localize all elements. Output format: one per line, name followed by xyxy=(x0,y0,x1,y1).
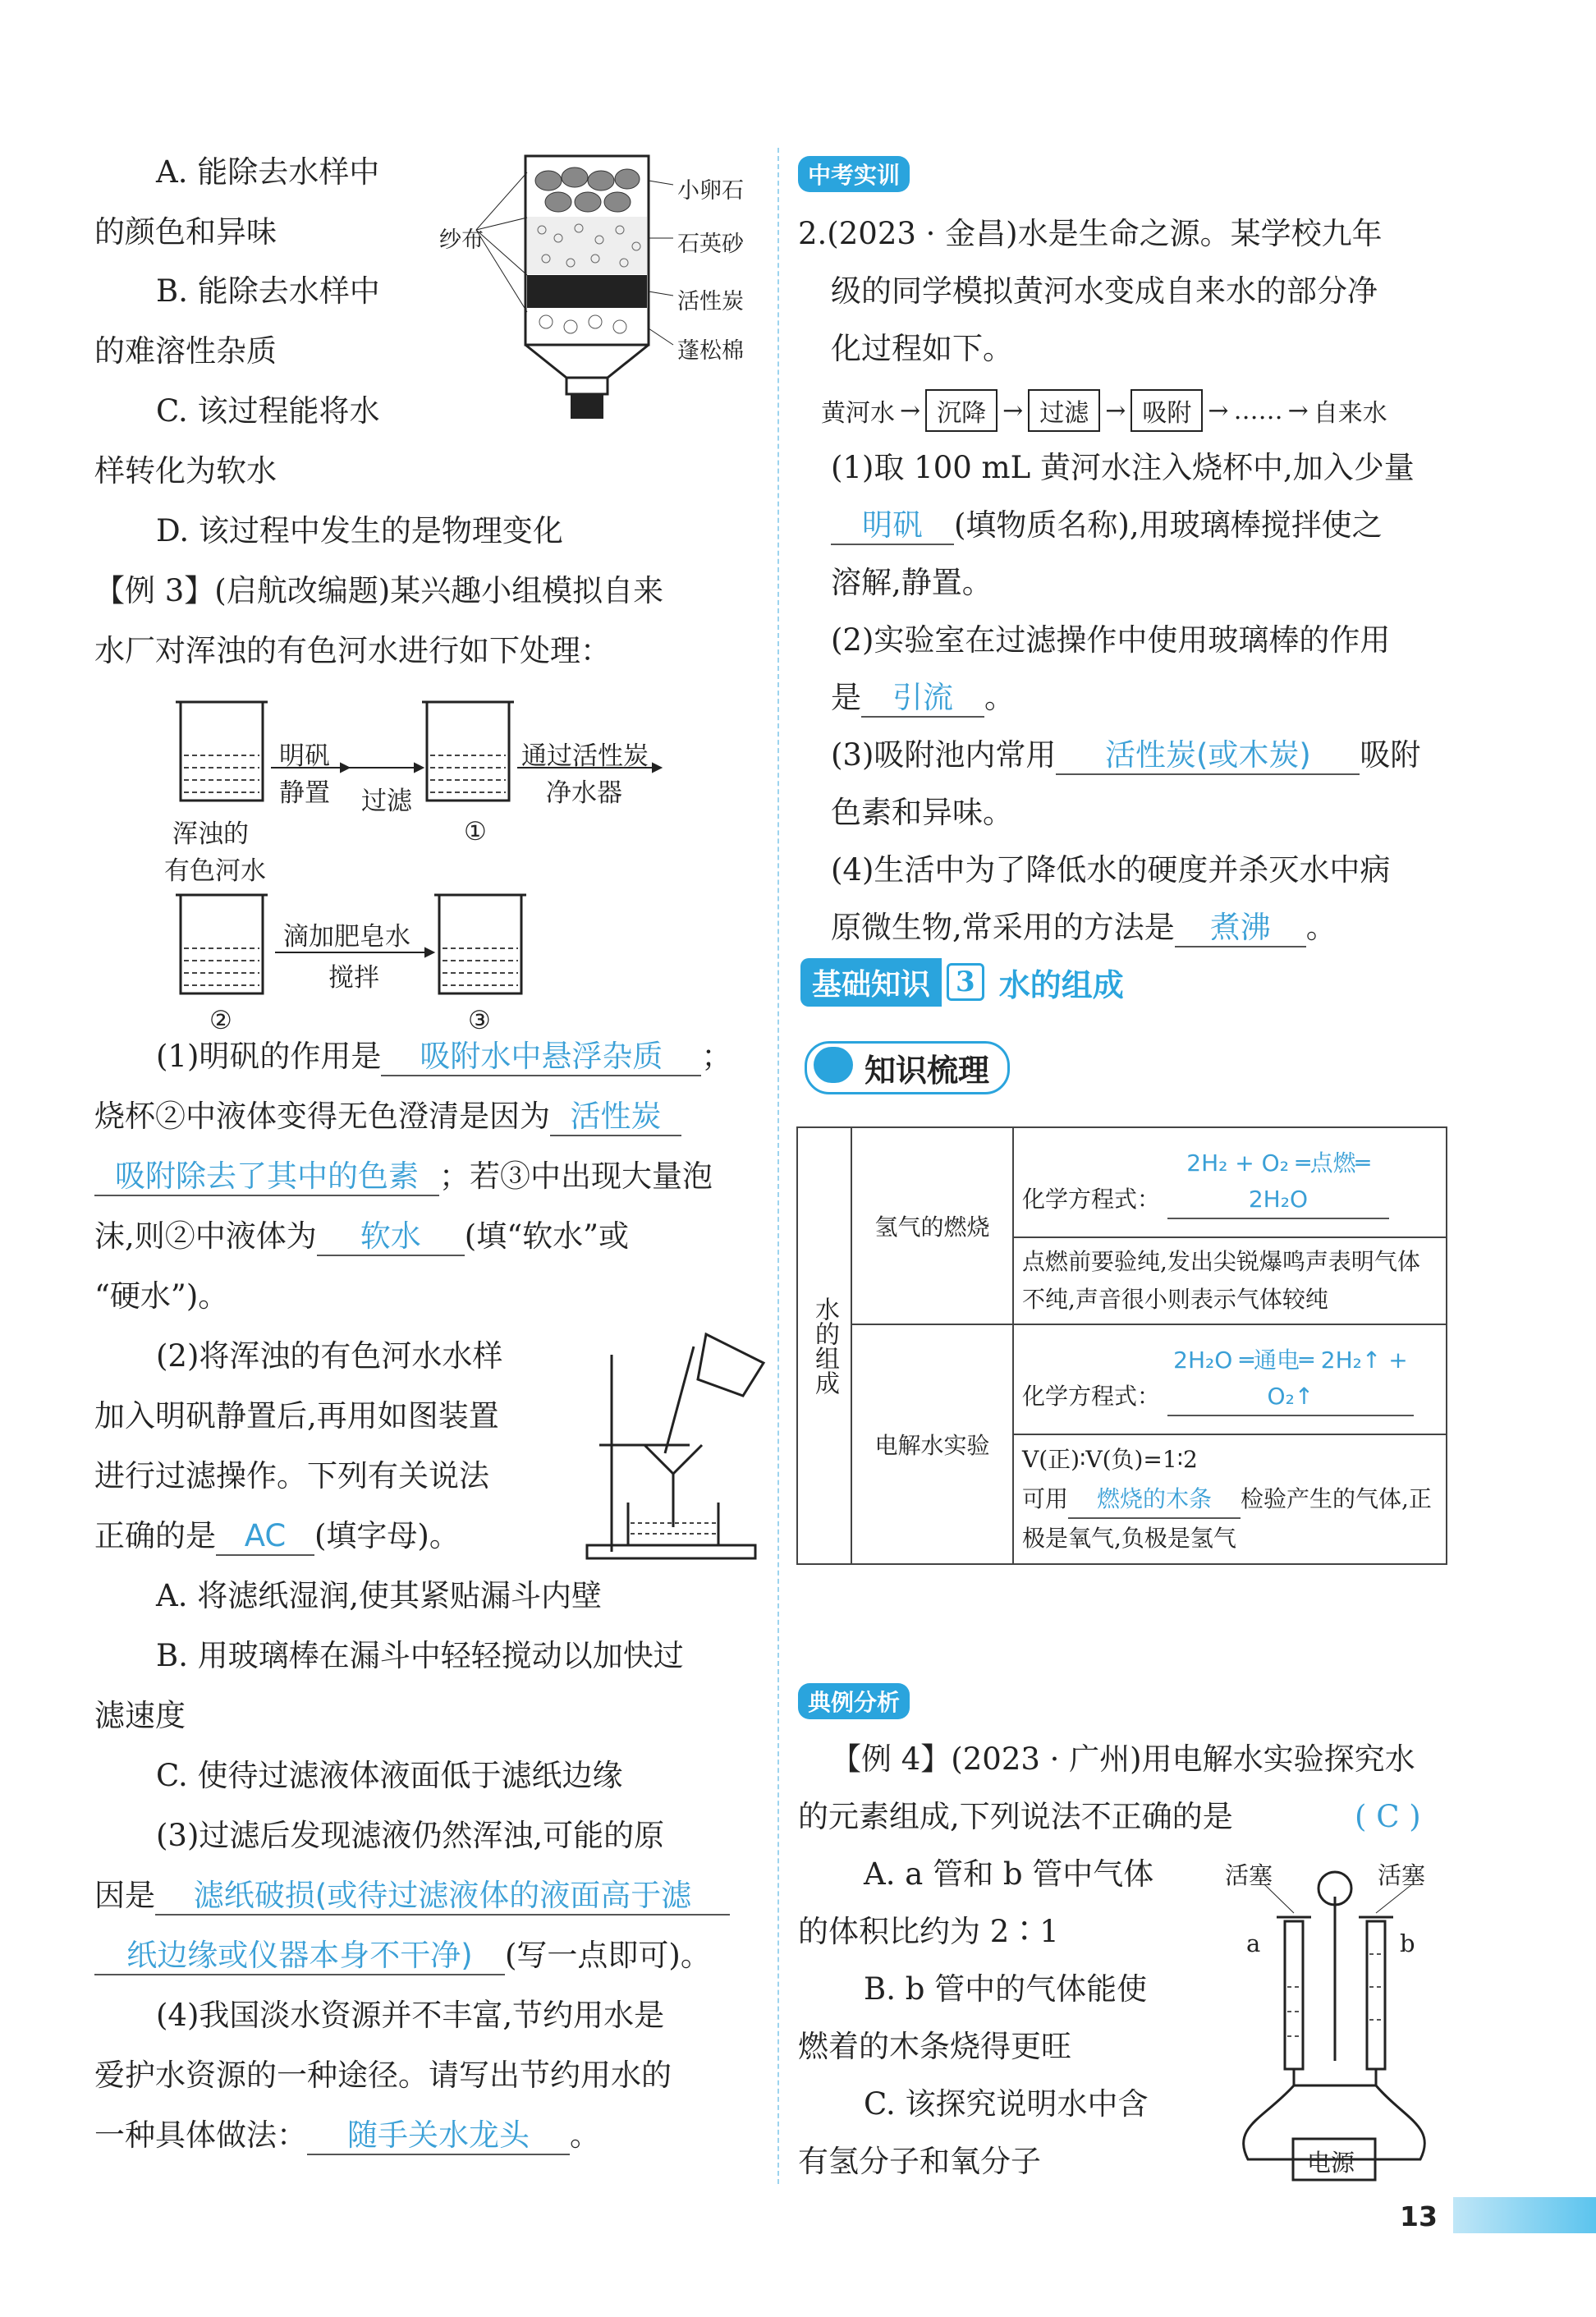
answer-electrolysis-equation: 2H₂O ═通电═ 2H₂↑ + O₂↑ xyxy=(1167,1342,1414,1416)
s2-line2 xyxy=(831,677,1015,718)
beaker-3-label: ③ xyxy=(468,1006,491,1035)
eq-label: 化学方程式： xyxy=(1022,1383,1161,1410)
q4-method-text: 一种具体做法： xyxy=(94,2117,307,2153)
ex4-option-c-line2: 有氢分子和氧分子 xyxy=(798,2144,1041,2179)
exam-practice-tag: 中考实训 xyxy=(798,156,910,192)
example3-line2: 水厂对浑浊的有色河水进行如下处理： xyxy=(94,633,611,668)
ex4-option-b-line1: B. b 管中的气体能使 xyxy=(864,1971,1148,2007)
q1-reason-text: 烧杯②中液体变得无色澄清是因为 xyxy=(94,1099,550,1134)
q1-line4 xyxy=(94,1216,629,1257)
s4-line2 xyxy=(831,907,1337,948)
answer-reason-part2: 吸附除去了其中的色素 xyxy=(94,1158,439,1196)
s3-line1 xyxy=(831,735,1420,776)
arrow-icon: → xyxy=(1208,396,1229,425)
pebbles-layer xyxy=(535,167,640,212)
ex4-option-c-line1: C. 该探究说明水中含 xyxy=(864,2086,1149,2122)
s1-fill-hint: (填物质名称),用玻璃棒搅拌使之 xyxy=(954,507,1383,543)
cell-burning-note: 点燃前要验纯,发出尖锐爆鸣声表明气体不纯,声音很小则表示气体较纯 xyxy=(1013,1237,1447,1324)
q1-line xyxy=(156,1036,732,1077)
s2-line1: (2)实验室在过滤操作中使用玻璃棒的作用 xyxy=(831,622,1391,658)
beaker-2-label: ② xyxy=(209,1006,232,1035)
example-analysis-tag: 典例分析 xyxy=(798,1683,910,1719)
flow-purifier: 净水器 xyxy=(546,778,622,808)
electrolysis-apparatus-figure xyxy=(1215,1847,1461,2192)
q1-foam-text: ；若③中出现大量泡 xyxy=(439,1158,713,1194)
river-water-label: 有色河水 xyxy=(164,856,266,886)
example3-line1: 【例 3】(启航改编题)某兴趣小组模拟自来 xyxy=(94,573,664,608)
tube-b-label: b xyxy=(1400,1929,1415,1957)
flow-tap-water: 自来水 xyxy=(1313,399,1387,428)
q4-line2: 爱护水资源的一种途径。请写出节约用水的 xyxy=(94,2058,672,2093)
q1-end: ； xyxy=(701,1039,732,1074)
answer-reason-part1: 活性炭 xyxy=(550,1099,681,1136)
s4-line1: (4)生活中为了降低水的硬度并杀灭水中病 xyxy=(831,852,1391,888)
flow-filter: 过滤 xyxy=(361,787,412,816)
q2-option-a: A. 将滤纸湿润,使其紧贴漏斗内壁 xyxy=(156,1578,603,1613)
answer-soft-water: 软水 xyxy=(317,1218,465,1256)
activated-carbon-label: 活性炭 xyxy=(677,289,744,314)
q2-intro-line2: 级的同学模拟黄河水变成自来水的部分净 xyxy=(831,273,1378,309)
s3-text: (3)吸附池内常用 xyxy=(831,737,1057,773)
flow-alum: 明矾 xyxy=(279,741,330,771)
q3-line3 xyxy=(94,1935,711,1976)
q2-option-b-line1: B. 用玻璃棒在漏斗中轻轻搅动以加快过 xyxy=(156,1638,684,1673)
q3-line1: (3)过滤后发现滤液仍然浑浊,可能的原 xyxy=(156,1818,665,1853)
row-hydrogen-burning: 氢气的燃烧 xyxy=(851,1127,1013,1324)
q3-because: 因是 xyxy=(94,1878,155,1913)
test-gas-text: 检验产生的气体,正极是氧气,负极是氢气 xyxy=(1022,1485,1432,1552)
section-number: 3 xyxy=(947,963,984,1001)
q1-text: (1)明矾的作用是 xyxy=(156,1039,382,1074)
knowledge-table xyxy=(796,1126,1447,1565)
answer-activated-carbon: 活性炭(或木炭) xyxy=(1056,737,1360,775)
answer-alum-role: 吸附水中悬浮杂质 xyxy=(381,1039,701,1076)
q1-line2 xyxy=(94,1096,681,1137)
q1-line5: “硬水”)。 xyxy=(94,1278,229,1314)
flow-yellow-river: 黄河水 xyxy=(821,399,895,428)
q2-correct-text: 正确的是 xyxy=(94,1518,216,1553)
q2-fill-hint: (填字母)。 xyxy=(314,1518,460,1553)
s2-is: 是 xyxy=(831,680,861,715)
ex4-option-a-line1: A. a 管和 b 管中气体 xyxy=(864,1856,1154,1892)
flow-sedimentation: 沉降 xyxy=(925,389,998,432)
example4-question: 的元素组成,下列说法不正确的是 xyxy=(798,1799,1233,1834)
s1-line3: 溶解,静置。 xyxy=(831,565,993,600)
option-b-line2: 的难溶性杂质 xyxy=(94,333,277,369)
arrow-icon: → xyxy=(900,396,921,425)
knowledge-title xyxy=(805,1041,1010,1094)
q2-line1: (2)将浑浊的有色河水水样 xyxy=(156,1338,503,1374)
option-a-line2: 的颜色和异味 xyxy=(94,214,277,250)
tube-a-label: a xyxy=(1246,1929,1261,1957)
flow-adsorption: 吸附 xyxy=(1130,389,1203,432)
muddy-label: 浑浊的 xyxy=(172,819,249,849)
q2-line3: 进行过滤操作。下列有关说法 xyxy=(94,1458,489,1493)
answer-alum: 明矾 xyxy=(831,507,954,545)
filtration-apparatus-figure xyxy=(575,1330,772,1568)
s3-adsorb: 吸附 xyxy=(1360,737,1421,773)
page-stripe xyxy=(1453,2197,1596,2233)
answer-cause-part2: 纸边缘或仪器本身不干净) xyxy=(94,1938,505,1975)
can-use-text: 可用 xyxy=(1022,1485,1069,1512)
stopcock-left-label: 活塞 xyxy=(1225,1861,1273,1889)
section-label: 基础知识 xyxy=(800,958,942,1007)
s4-end: 。 xyxy=(1305,910,1337,945)
option-c-line1: C. 该过程能将水 xyxy=(156,393,380,429)
cell-electrolysis-note xyxy=(1013,1434,1447,1564)
answer-save-water: 随手关水龙头 xyxy=(307,2117,570,2155)
q2-intro-line1: 2.(2023 · 金昌)水是生命之源。某学校九年 xyxy=(798,216,1383,251)
arrow-icon: → xyxy=(1002,396,1024,425)
stopcock-right-label: 活塞 xyxy=(1378,1861,1426,1889)
answer-boiling: 煮沸 xyxy=(1175,910,1306,947)
q2-line4 xyxy=(94,1516,460,1557)
table-side-label: 水的组成 xyxy=(797,1127,851,1564)
q4-line3 xyxy=(94,2115,600,2156)
option-a-line1: A. 能除去水样中 xyxy=(156,154,380,190)
book-icon xyxy=(814,1047,853,1083)
cotton-label: 蓬松棉 xyxy=(677,338,744,364)
cell-burning-equation xyxy=(1013,1127,1447,1237)
answer-ac: AC xyxy=(216,1518,314,1556)
pebble-label: 小卵石 xyxy=(677,178,744,204)
volume-ratio: V(正)∶V(负)=1∶2 xyxy=(1022,1446,1198,1473)
option-d: D. 该过程中发生的是物理变化 xyxy=(156,513,563,548)
q4-line1: (4)我国淡水资源并不丰富,节约用水是 xyxy=(156,1998,665,2033)
quartz-sand-label: 石英砂 xyxy=(677,232,744,257)
flow-filtration: 过滤 xyxy=(1028,389,1100,432)
example4-line2 xyxy=(798,1796,1233,1838)
flow-stir: 搅拌 xyxy=(328,963,379,993)
section-header xyxy=(800,958,1124,1006)
arrow-icon: → xyxy=(1105,396,1126,425)
example4-answer: ( C ) xyxy=(1355,1799,1421,1834)
q2-line2: 加入明矾静置后,再用如图装置 xyxy=(94,1398,499,1434)
answer-cause-part1: 滤纸破损(或待过滤液体的液面高于滤 xyxy=(155,1878,730,1916)
answer-burning-stick: 燃烧的木条 xyxy=(1068,1481,1241,1519)
q1-liquid-text: 沫,则②中液体为 xyxy=(94,1218,317,1254)
flow-carbon: 通过活性炭 xyxy=(521,741,649,771)
flow-settle: 静置 xyxy=(279,778,330,808)
sand-layer xyxy=(527,217,647,274)
column-divider xyxy=(777,148,779,2184)
power-supply-label: 电源 xyxy=(1307,2149,1355,2177)
row-electrolysis: 电解水实验 xyxy=(851,1324,1013,1564)
option-b-line1: B. 能除去水样中 xyxy=(156,273,380,309)
q2-option-c: C. 使待过滤液体液面低于滤纸边缘 xyxy=(156,1758,623,1793)
arrow-icon: → xyxy=(1287,396,1309,425)
beaker-1-label: ① xyxy=(464,817,487,847)
gauze-label: 纱布 xyxy=(439,227,484,253)
ex4-option-b-line2: 燃着的木条烧得更旺 xyxy=(798,2029,1071,2064)
carbon-layer xyxy=(527,275,647,308)
knowledge-title-text: 知识梳理 xyxy=(864,1053,990,1089)
q1-line3 xyxy=(94,1156,713,1197)
cell-electrolysis-equation xyxy=(1013,1324,1447,1434)
s3-line2: 色素和异味。 xyxy=(831,795,1013,830)
q3-fill-hint: (写一点即可)。 xyxy=(505,1938,711,1973)
ex4-option-a-line2: 的体积比约为 2∶1 xyxy=(798,1914,1059,1949)
q2-option-b-line2: 滤速度 xyxy=(94,1698,186,1733)
q3-line2 xyxy=(94,1875,730,1916)
eq-label: 化学方程式： xyxy=(1022,1186,1161,1213)
flow-ellipsis: …… xyxy=(1233,396,1283,425)
q4-end: 。 xyxy=(570,2117,600,2153)
s2-end: 。 xyxy=(984,680,1015,715)
s4-text: 原微生物,常采用的方法是 xyxy=(831,910,1175,945)
s1-line1: (1)取 100 mL 黄河水注入烧杯中,加入少量 xyxy=(831,450,1415,485)
page-number: 13 xyxy=(1400,2200,1438,2232)
section-title: 水的组成 xyxy=(998,966,1124,1003)
answer-drainage: 引流 xyxy=(861,680,984,718)
option-c-line2: 样转化为软水 xyxy=(94,453,277,489)
example4-line1: 【例 4】(2023 · 广州)用电解水实验探究水 xyxy=(831,1741,1415,1777)
q1-fill-hint: (填“软水”或 xyxy=(464,1218,630,1254)
purification-flow xyxy=(821,390,1387,431)
answer-burning-equation: 2H₂ + O₂ ═点燃═ 2H₂O xyxy=(1167,1145,1389,1219)
s1-line2 xyxy=(831,505,1383,546)
q2-intro-line3: 化过程如下。 xyxy=(831,331,1013,366)
flow-soap: 滴加肥皂水 xyxy=(283,922,410,952)
